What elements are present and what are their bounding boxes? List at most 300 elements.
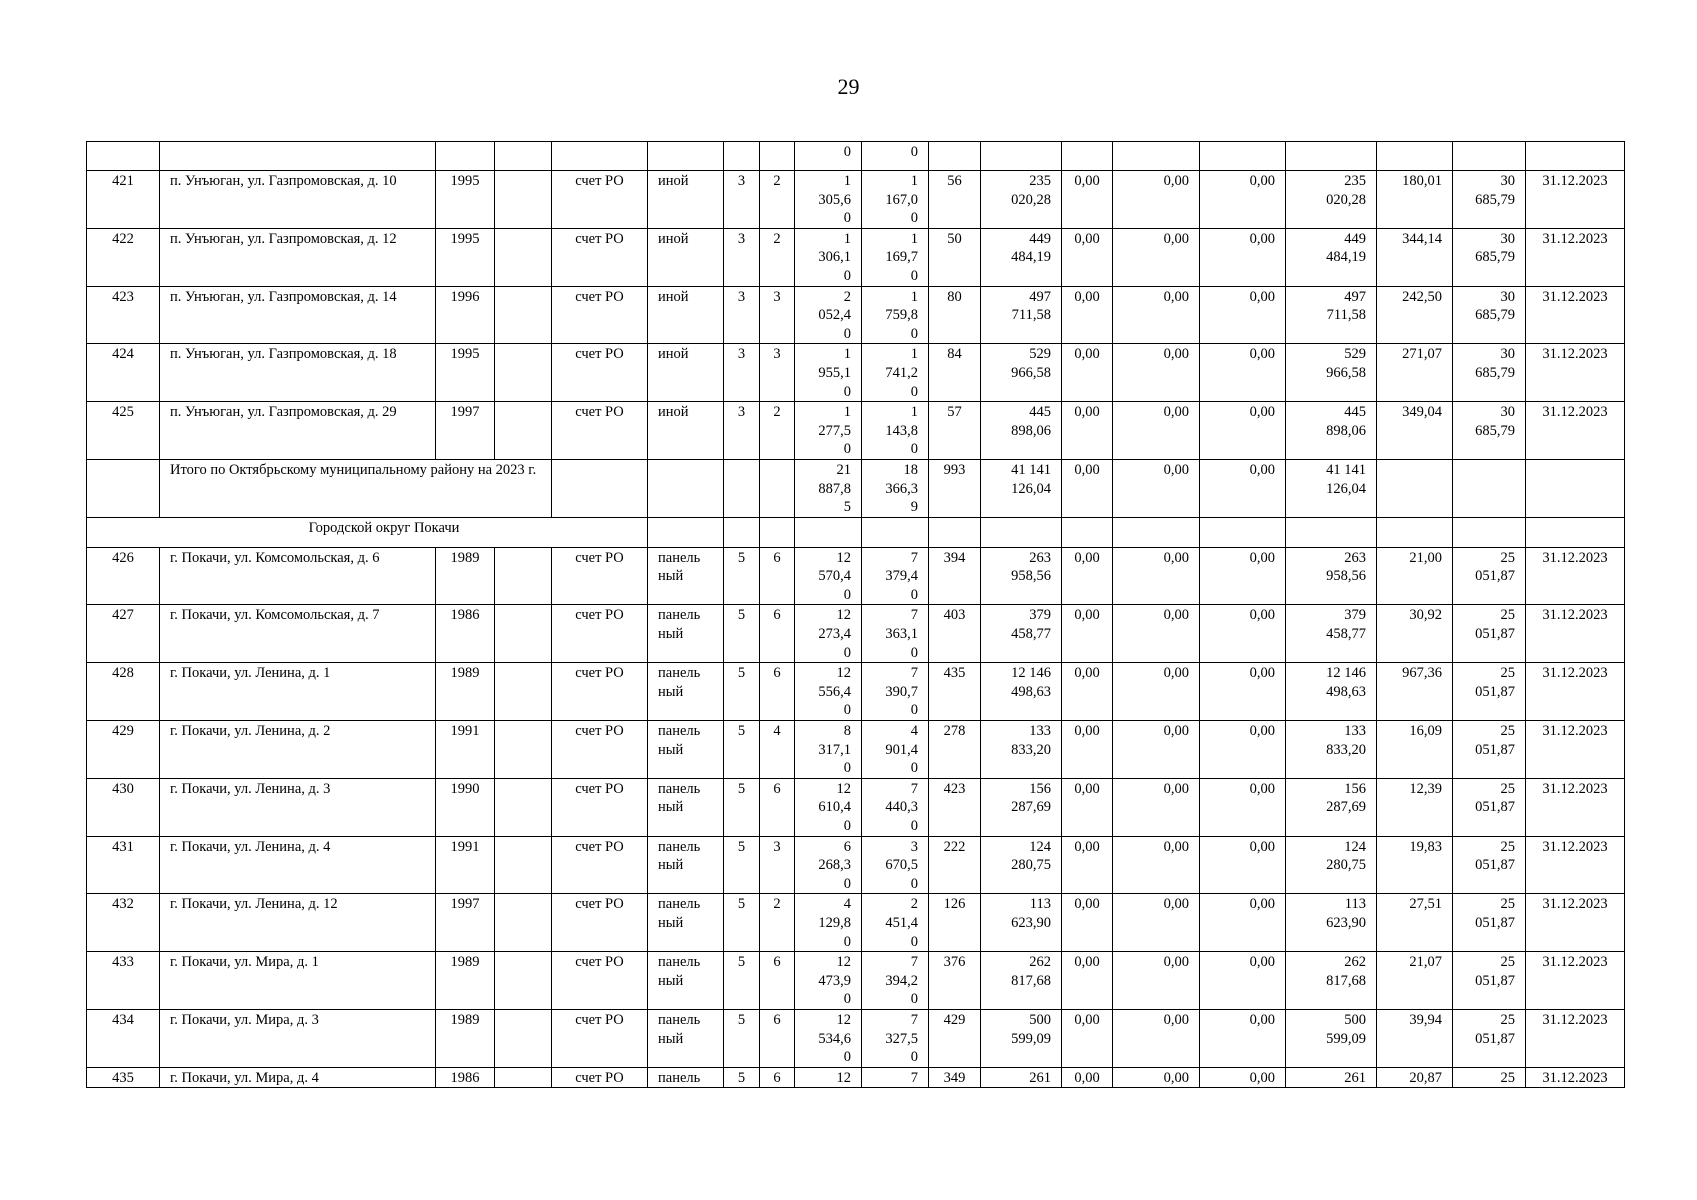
limit-cost-cell: 30 685,79 <box>1453 228 1526 286</box>
empty-cell <box>1062 142 1113 171</box>
unit-cost-cell: 19,83 <box>1377 836 1453 894</box>
entrances-cell: 3 <box>760 286 795 344</box>
fund-method-cell: счет РО <box>552 547 648 605</box>
entrances-cell: 6 <box>760 952 795 1010</box>
unit-cost-cell: 21,00 <box>1377 547 1453 605</box>
unit-cost-cell: 12,39 <box>1377 778 1453 836</box>
residents-cell: 126 <box>929 894 981 952</box>
total-cost-cell: 497 711,58 <box>981 286 1062 344</box>
total-cost-cell: 235 020,28 <box>981 171 1062 229</box>
empty-cell <box>1377 459 1453 517</box>
date-cell: 31.12.2023 <box>1526 1009 1625 1067</box>
empty-cell <box>929 142 981 171</box>
year-cell: 1991 <box>436 836 495 894</box>
floors-cell: 5 <box>724 721 760 779</box>
empty-cell <box>495 778 552 836</box>
floors-cell: 5 <box>724 778 760 836</box>
empty-cell <box>495 547 552 605</box>
entrances-cell: 6 <box>760 1067 795 1088</box>
residents-cell: 376 <box>929 952 981 1010</box>
living-area-cell: 1 759,8 0 <box>862 286 929 344</box>
wall-material-cell: иной <box>648 402 724 460</box>
wall-material-cell: панель ный <box>648 605 724 663</box>
value-cell: 0,00 <box>1062 1067 1113 1088</box>
address-cell: г. Покачи, ул. Мира, д. 1 <box>160 952 436 1010</box>
unit-cost-cell: 30,92 <box>1377 605 1453 663</box>
value-cell: 0,00 <box>1200 344 1286 402</box>
empty-cell <box>552 459 648 517</box>
empty-cell <box>495 1067 552 1088</box>
fund-method-cell: счет РО <box>552 286 648 344</box>
floors-cell: 5 <box>724 1067 760 1088</box>
table-row <box>87 663 1625 721</box>
entrances-cell: 2 <box>760 402 795 460</box>
fund-method-cell: счет РО <box>552 605 648 663</box>
value-cell: 0,00 <box>1113 459 1200 517</box>
total-area-cell: 12 473,9 0 <box>795 952 862 1010</box>
total-cost-cell: 262 817,68 <box>981 952 1062 1010</box>
year-cell: 1995 <box>436 171 495 229</box>
wall-material-cell: панель ный <box>648 663 724 721</box>
page-number: 29 <box>837 74 860 99</box>
year-cell: 1995 <box>436 228 495 286</box>
date-cell: 31.12.2023 <box>1526 402 1625 460</box>
limit-cost-cell: 25 051,87 <box>1453 1009 1526 1067</box>
limit-cost-cell: 25 051,87 <box>1453 547 1526 605</box>
living-area-cell: 2 451,4 0 <box>862 894 929 952</box>
year-cell: 1997 <box>436 894 495 952</box>
total-area-cell: 21 887,8 5 <box>795 459 862 517</box>
date-cell: 31.12.2023 <box>1526 894 1625 952</box>
empty-cell <box>760 517 795 547</box>
total-area-cell: 1 277,5 0 <box>795 402 862 460</box>
year-cell: 1990 <box>436 778 495 836</box>
address-cell: п. Унъюган, ул. Газпромовская, д. 12 <box>160 228 436 286</box>
address-cell: г. Покачи, ул. Ленина, д. 4 <box>160 836 436 894</box>
value-cell: 0,00 <box>1062 894 1113 952</box>
fund-method-cell: счет РО <box>552 663 648 721</box>
address-cell: г. Покачи, ул. Комсомольская, д. 6 <box>160 547 436 605</box>
residents-cell: 423 <box>929 778 981 836</box>
value-cell: 0,00 <box>1062 402 1113 460</box>
limit-cost-cell: 25 051,87 <box>1453 605 1526 663</box>
entrances-cell: 2 <box>760 894 795 952</box>
entrances-cell: 3 <box>760 344 795 402</box>
area-cell: 0 <box>795 142 862 171</box>
total-cost-cell: 12 146 498,63 <box>981 663 1062 721</box>
entrances-cell: 3 <box>760 836 795 894</box>
address-cell: г. Покачи, ул. Комсомольская, д. 7 <box>160 605 436 663</box>
empty-cell <box>1453 517 1526 547</box>
fund-method-cell: счет РО <box>552 344 648 402</box>
value-cell: 0,00 <box>1113 1067 1200 1088</box>
value-cell: 0,00 <box>1062 663 1113 721</box>
fund-cost-cell: 379 458,77 <box>1286 605 1377 663</box>
value-cell: 0,00 <box>1062 547 1113 605</box>
empty-cell <box>648 517 724 547</box>
total-cost-cell: 113 623,90 <box>981 894 1062 952</box>
living-area-cell: 1 169,7 0 <box>862 228 929 286</box>
value-cell: 0,00 <box>1113 952 1200 1010</box>
empty-cell <box>1526 459 1625 517</box>
total-cost-cell: 379 458,77 <box>981 605 1062 663</box>
row-number-cell: 423 <box>87 286 160 344</box>
total-cost-cell: 500 599,09 <box>981 1009 1062 1067</box>
living-area-cell: 1 167,0 0 <box>862 171 929 229</box>
value-cell: 0,00 <box>1113 402 1200 460</box>
address-cell: г. Покачи, ул. Ленина, д. 2 <box>160 721 436 779</box>
address-cell: г. Покачи, ул. Ленина, д. 1 <box>160 663 436 721</box>
wall-material-cell: панель ный <box>648 721 724 779</box>
residents-cell: 349 <box>929 1067 981 1088</box>
empty-cell <box>495 605 552 663</box>
table-row <box>87 402 1625 460</box>
fund-method-cell: счет РО <box>552 894 648 952</box>
total-cost-cell: 263 958,56 <box>981 547 1062 605</box>
date-cell: 31.12.2023 <box>1526 778 1625 836</box>
living-area-cell: 7 390,7 0 <box>862 663 929 721</box>
unit-cost-cell: 344,14 <box>1377 228 1453 286</box>
date-cell: 31.12.2023 <box>1526 663 1625 721</box>
row-number-cell: 425 <box>87 402 160 460</box>
area-cell: 0 <box>862 142 929 171</box>
empty-cell <box>1526 517 1625 547</box>
total-cost-cell: 133 833,20 <box>981 721 1062 779</box>
empty-cell <box>495 402 552 460</box>
row-number-cell: 431 <box>87 836 160 894</box>
empty-cell <box>495 894 552 952</box>
value-cell: 0,00 <box>1200 836 1286 894</box>
table-row <box>87 142 1625 171</box>
empty-cell <box>495 721 552 779</box>
value-cell: 0,00 <box>1113 344 1200 402</box>
fund-cost-cell: 445 898,06 <box>1286 402 1377 460</box>
entrances-cell: 6 <box>760 1009 795 1067</box>
date-cell: 31.12.2023 <box>1526 721 1625 779</box>
entrances-cell: 6 <box>760 663 795 721</box>
residents-cell: 429 <box>929 1009 981 1067</box>
empty-cell <box>495 663 552 721</box>
unit-cost-cell: 242,50 <box>1377 286 1453 344</box>
limit-cost-cell: 25 051,87 <box>1453 894 1526 952</box>
fund-cost-cell: 124 280,75 <box>1286 836 1377 894</box>
total-label-cell: Итого по Октябрьскому муниципальному району на 2023 г. <box>160 459 552 517</box>
value-cell: 0,00 <box>1062 286 1113 344</box>
total-area-cell: 2 052,4 0 <box>795 286 862 344</box>
empty-cell <box>1453 459 1526 517</box>
limit-cost-cell: 25 051,87 <box>1453 663 1526 721</box>
total-area-cell: 1 306,1 0 <box>795 228 862 286</box>
residents-cell: 403 <box>929 605 981 663</box>
total-area-cell: 12 534,6 0 <box>795 1009 862 1067</box>
address-cell: г. Покачи, ул. Ленина, д. 12 <box>160 894 436 952</box>
value-cell: 0,00 <box>1200 894 1286 952</box>
table-row <box>87 721 1625 779</box>
empty-cell <box>1200 142 1286 171</box>
total-row <box>87 459 1625 517</box>
residents-cell: 993 <box>929 459 981 517</box>
fund-cost-cell: 449 484,19 <box>1286 228 1377 286</box>
living-area-cell: 7 327,5 0 <box>862 1009 929 1067</box>
value-cell: 0,00 <box>1200 1067 1286 1088</box>
year-cell: 1989 <box>436 663 495 721</box>
value-cell: 0,00 <box>1113 894 1200 952</box>
total-cost-cell: 156 287,69 <box>981 778 1062 836</box>
total-cost-cell: 529 966,58 <box>981 344 1062 402</box>
wall-material-cell: панель ный <box>648 894 724 952</box>
total-area-cell: 12 610,4 0 <box>795 778 862 836</box>
empty-cell <box>160 142 436 171</box>
floors-cell: 5 <box>724 605 760 663</box>
value-cell: 0,00 <box>1200 1009 1286 1067</box>
address-cell: г. Покачи, ул. Мира, д. 4 <box>160 1067 436 1088</box>
total-cost-cell: 445 898,06 <box>981 402 1062 460</box>
total-area-cell: 12 <box>795 1067 862 1088</box>
year-cell: 1996 <box>436 286 495 344</box>
value-cell: 0,00 <box>1200 171 1286 229</box>
entrances-cell: 4 <box>760 721 795 779</box>
empty-cell <box>1113 517 1200 547</box>
table-row <box>87 952 1625 1010</box>
floors-cell: 5 <box>724 1009 760 1067</box>
limit-cost-cell: 25 051,87 <box>1453 836 1526 894</box>
wall-material-cell: панель <box>648 1067 724 1088</box>
empty-cell <box>87 142 160 171</box>
wall-material-cell: иной <box>648 171 724 229</box>
empty-cell <box>1286 517 1377 547</box>
living-area-cell: 1 741,2 0 <box>862 344 929 402</box>
limit-cost-cell: 25 051,87 <box>1453 721 1526 779</box>
row-number-cell: 426 <box>87 547 160 605</box>
empty-cell <box>724 142 760 171</box>
empty-cell <box>795 517 862 547</box>
living-area-cell: 7 379,4 0 <box>862 547 929 605</box>
empty-cell <box>1286 142 1377 171</box>
value-cell: 0,00 <box>1062 344 1113 402</box>
capital-repair-table <box>86 141 1625 1088</box>
floors-cell: 5 <box>724 952 760 1010</box>
value-cell: 0,00 <box>1113 721 1200 779</box>
wall-material-cell: панель ный <box>648 836 724 894</box>
fund-cost-cell: 262 817,68 <box>1286 952 1377 1010</box>
value-cell: 0,00 <box>1062 952 1113 1010</box>
address-cell: г. Покачи, ул. Ленина, д. 3 <box>160 778 436 836</box>
total-cost-cell: 449 484,19 <box>981 228 1062 286</box>
total-area-cell: 12 556,4 0 <box>795 663 862 721</box>
entrances-cell: 2 <box>760 228 795 286</box>
fund-cost-cell: 529 966,58 <box>1286 344 1377 402</box>
row-number-cell: 428 <box>87 663 160 721</box>
table-row <box>87 605 1625 663</box>
address-cell: п. Унъюган, ул. Газпромовская, д. 29 <box>160 402 436 460</box>
total-area-cell: 12 570,4 0 <box>795 547 862 605</box>
empty-cell <box>1113 142 1200 171</box>
empty-cell <box>1526 142 1625 171</box>
row-number-cell: 429 <box>87 721 160 779</box>
date-cell: 31.12.2023 <box>1526 836 1625 894</box>
year-cell: 1989 <box>436 1009 495 1067</box>
value-cell: 0,00 <box>1200 605 1286 663</box>
living-area-cell: 3 670,5 0 <box>862 836 929 894</box>
total-area-cell: 12 273,4 0 <box>795 605 862 663</box>
living-area-cell: 7 440,3 0 <box>862 778 929 836</box>
table-row <box>87 228 1625 286</box>
entrances-cell: 6 <box>760 778 795 836</box>
value-cell: 0,00 <box>1200 547 1286 605</box>
unit-cost-cell: 349,04 <box>1377 402 1453 460</box>
value-cell: 0,00 <box>1113 228 1200 286</box>
wall-material-cell: иной <box>648 286 724 344</box>
empty-cell <box>495 836 552 894</box>
unit-cost-cell: 20,87 <box>1377 1067 1453 1088</box>
empty-cell <box>552 142 648 171</box>
total-area-cell: 1 955,1 0 <box>795 344 862 402</box>
limit-cost-cell: 30 685,79 <box>1453 344 1526 402</box>
fund-cost-cell: 263 958,56 <box>1286 547 1377 605</box>
value-cell: 0,00 <box>1113 778 1200 836</box>
date-cell: 31.12.2023 <box>1526 171 1625 229</box>
total-area-cell: 1 305,6 0 <box>795 171 862 229</box>
table-row <box>87 1067 1625 1088</box>
value-cell: 0,00 <box>1062 836 1113 894</box>
unit-cost-cell: 27,51 <box>1377 894 1453 952</box>
floors-cell: 5 <box>724 663 760 721</box>
fund-cost-cell: 235 020,28 <box>1286 171 1377 229</box>
wall-material-cell: панель ный <box>648 1009 724 1067</box>
row-number-cell: 427 <box>87 605 160 663</box>
year-cell: 1989 <box>436 547 495 605</box>
entrances-cell: 6 <box>760 547 795 605</box>
row-number-cell: 430 <box>87 778 160 836</box>
value-cell: 0,00 <box>1200 459 1286 517</box>
fund-cost-cell: 500 599,09 <box>1286 1009 1377 1067</box>
living-area-cell: 7 394,2 0 <box>862 952 929 1010</box>
empty-cell <box>1200 517 1286 547</box>
empty-cell <box>1062 517 1113 547</box>
row-number-cell: 422 <box>87 228 160 286</box>
value-cell: 0,00 <box>1200 721 1286 779</box>
empty-cell <box>495 344 552 402</box>
fund-cost-cell: 497 711,58 <box>1286 286 1377 344</box>
fund-cost-cell: 113 623,90 <box>1286 894 1377 952</box>
residents-cell: 278 <box>929 721 981 779</box>
fund-method-cell: счет РО <box>552 1009 648 1067</box>
total-cost-cell: 124 280,75 <box>981 836 1062 894</box>
fund-cost-cell: 12 146 498,63 <box>1286 663 1377 721</box>
value-cell: 0,00 <box>1200 228 1286 286</box>
residents-cell: 56 <box>929 171 981 229</box>
value-cell: 0,00 <box>1200 402 1286 460</box>
row-number-cell: 434 <box>87 1009 160 1067</box>
floors-cell: 3 <box>724 344 760 402</box>
table-row <box>87 836 1625 894</box>
date-cell: 31.12.2023 <box>1526 1067 1625 1088</box>
empty-cell <box>981 517 1062 547</box>
value-cell: 0,00 <box>1113 286 1200 344</box>
value-cell: 0,00 <box>1200 778 1286 836</box>
value-cell: 0,00 <box>1062 778 1113 836</box>
row-number-cell: 435 <box>87 1067 160 1088</box>
year-cell: 1986 <box>436 1067 495 1088</box>
value-cell: 0,00 <box>1113 171 1200 229</box>
value-cell: 0,00 <box>1200 952 1286 1010</box>
date-cell: 31.12.2023 <box>1526 344 1625 402</box>
year-cell: 1995 <box>436 344 495 402</box>
row-number-cell: 433 <box>87 952 160 1010</box>
floors-cell: 5 <box>724 547 760 605</box>
section-row <box>87 517 1625 547</box>
fund-method-cell: счет РО <box>552 721 648 779</box>
total-cost-cell: 261 <box>981 1067 1062 1088</box>
value-cell: 0,00 <box>1062 171 1113 229</box>
address-cell: п. Унъюган, ул. Газпромовская, д. 18 <box>160 344 436 402</box>
value-cell: 0,00 <box>1113 605 1200 663</box>
address-cell: п. Унъюган, ул. Газпромовская, д. 14 <box>160 286 436 344</box>
total-area-cell: 4 129,8 0 <box>795 894 862 952</box>
value-cell: 0,00 <box>1200 286 1286 344</box>
date-cell: 31.12.2023 <box>1526 286 1625 344</box>
fund-method-cell: счет РО <box>552 171 648 229</box>
empty-cell <box>87 459 160 517</box>
fund-method-cell: счет РО <box>552 402 648 460</box>
fund-method-cell: счет РО <box>552 836 648 894</box>
unit-cost-cell: 271,07 <box>1377 344 1453 402</box>
table-row <box>87 171 1625 229</box>
address-cell: п. Унъюган, ул. Газпромовская, д. 10 <box>160 171 436 229</box>
empty-cell <box>981 142 1062 171</box>
year-cell: 1991 <box>436 721 495 779</box>
value-cell: 0,00 <box>1062 1009 1113 1067</box>
residents-cell: 222 <box>929 836 981 894</box>
fund-method-cell: счет РО <box>552 952 648 1010</box>
fund-cost-cell: 156 287,69 <box>1286 778 1377 836</box>
floors-cell: 5 <box>724 894 760 952</box>
row-number-cell: 421 <box>87 171 160 229</box>
residents-cell: 50 <box>929 228 981 286</box>
wall-material-cell: панель ный <box>648 547 724 605</box>
total-cost-cell: 41 141 126,04 <box>981 459 1062 517</box>
row-number-cell: 424 <box>87 344 160 402</box>
floors-cell: 3 <box>724 286 760 344</box>
fund-method-cell: счет РО <box>552 228 648 286</box>
date-cell: 31.12.2023 <box>1526 952 1625 1010</box>
table-row <box>87 286 1625 344</box>
table-row <box>87 894 1625 952</box>
wall-material-cell: панель ный <box>648 952 724 1010</box>
value-cell: 0,00 <box>1113 663 1200 721</box>
floors-cell: 3 <box>724 228 760 286</box>
empty-cell <box>495 1009 552 1067</box>
empty-cell <box>495 171 552 229</box>
year-cell: 1986 <box>436 605 495 663</box>
date-cell: 31.12.2023 <box>1526 605 1625 663</box>
wall-material-cell: иной <box>648 344 724 402</box>
empty-cell <box>495 228 552 286</box>
date-cell: 31.12.2023 <box>1526 228 1625 286</box>
value-cell: 0,00 <box>1062 228 1113 286</box>
total-area-cell: 6 268,3 0 <box>795 836 862 894</box>
residents-cell: 57 <box>929 402 981 460</box>
address-cell: г. Покачи, ул. Мира, д. 3 <box>160 1009 436 1067</box>
residents-cell: 84 <box>929 344 981 402</box>
living-area-cell: 1 143,8 0 <box>862 402 929 460</box>
empty-cell <box>1377 517 1453 547</box>
value-cell: 0,00 <box>1062 459 1113 517</box>
empty-cell <box>760 142 795 171</box>
unit-cost-cell: 180,01 <box>1377 171 1453 229</box>
value-cell: 0,00 <box>1062 721 1113 779</box>
floors-cell: 3 <box>724 171 760 229</box>
